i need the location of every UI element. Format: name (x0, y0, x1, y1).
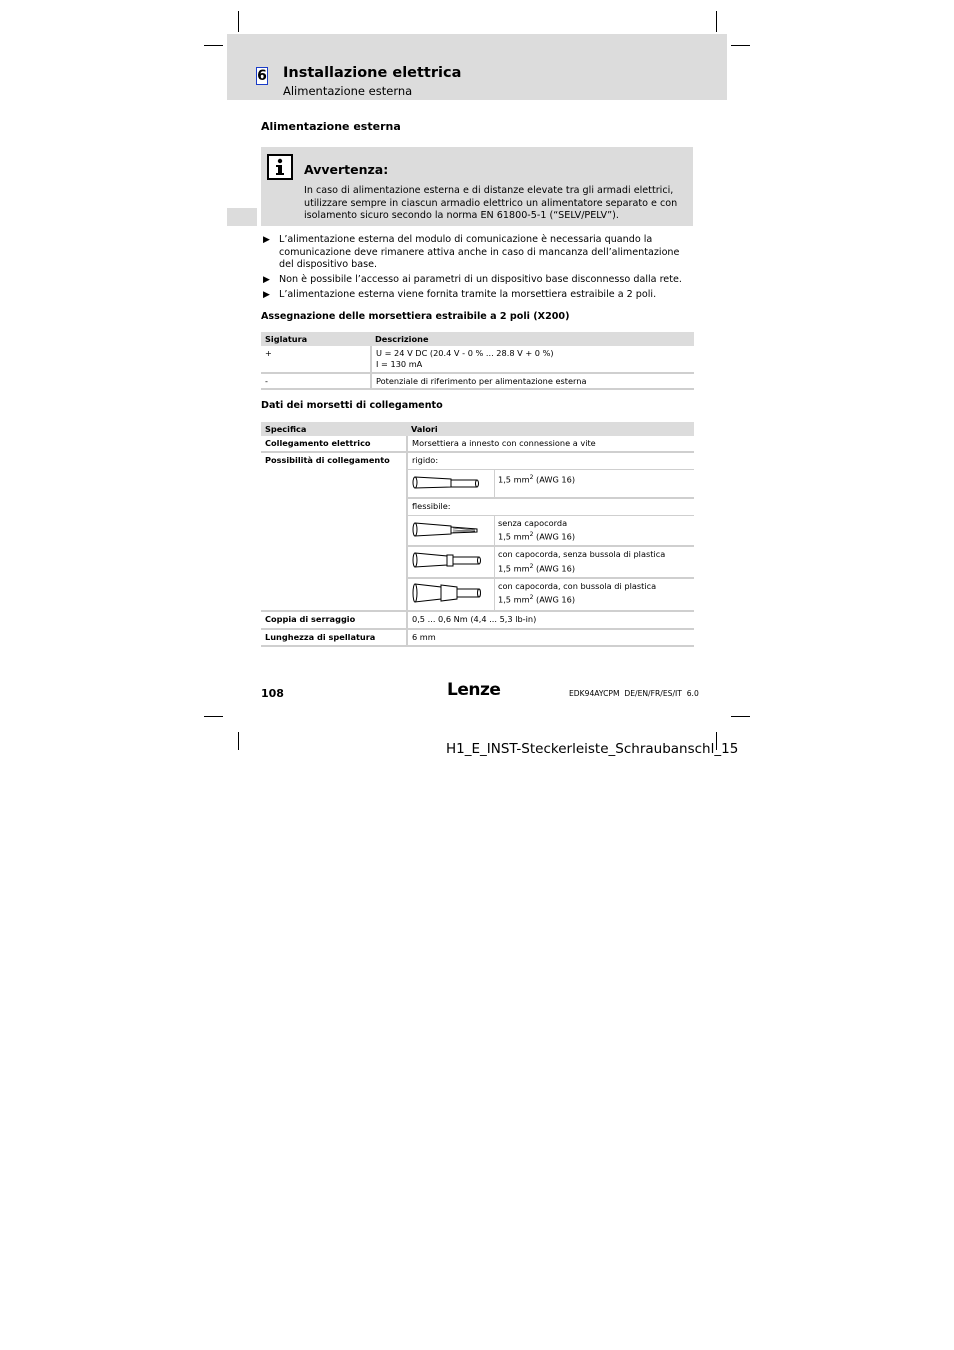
table-row: - Potenziale di riferimento per alimentazione esterna (261, 373, 694, 389)
crop-mark (731, 45, 750, 46)
crop-mark (204, 45, 223, 46)
side-tab (227, 208, 257, 226)
rigid-wire-icon (411, 471, 489, 493)
chapter-number: 6 (257, 68, 267, 84)
list-item: ▶ L’alimentazione esterna viene fornita tramite la morsettiera estraibile a 2 poli. (263, 289, 657, 301)
chapter-title: Installazione elettrica (283, 65, 462, 81)
table-row: Possibilità di collegamento rigido: 1,5 $mm^2$ (AWG 16) flessibile: senza capocorda 1,5 $mm^2$ (AWG 16) con capocorda, senza bussola di plastica 1,5 $mm^2$ (AWG 16) con capocorda, con bussola di plastica 1,5 $mm^2$ (AWG 16) (261, 452, 694, 611)
document-id: EDK94AYCPM DE/EN/FR/ES/IT 6.0 (569, 689, 699, 698)
job-name: H1_E_INST-Steckerleiste_Schraubanschl_15 (446, 741, 739, 757)
terminal-data-table (261, 422, 694, 647)
table-row: Coppia di serraggio 0,5 ... 0,6 Nm (4,4 ... 5,3 lb-in) (261, 611, 694, 628)
info-icon (267, 154, 293, 180)
list-item: ▶ L’alimentazione esterna del modulo di comunicazione è necessaria quando la comunicazione deve rimanere attiva anche in caso di mancanza dell’alimentazione del dispositivo base. (263, 234, 680, 271)
flexible-wire-ferrule-plastic-icon (411, 580, 489, 606)
arrow-bullet-icon: ▶ (263, 290, 270, 301)
table-row: con capocorda, con bussola di plastica 1,5 $mm^2$ (AWG 16) (408, 578, 694, 610)
table-header: Siglatura (261, 332, 371, 346)
table-header: Specifica (261, 422, 407, 436)
bullet-list (261, 234, 693, 304)
flexible-wire-ferrule-icon (411, 548, 489, 572)
table-row: + U = 24 V DC (20.4 V - 0 % ... 28.8 V + 0 %) I = 130 mA (261, 346, 694, 373)
flexible-wire-table (408, 516, 694, 611)
chapter-subtitle: Alimentazione esterna (283, 84, 413, 98)
crop-mark (731, 716, 750, 717)
crop-mark (204, 716, 223, 717)
table-row: 1,5 $mm^2$ (AWG 16) (408, 470, 694, 498)
flexible-wire-no-ferrule-icon (411, 517, 489, 541)
table-header: Valori (407, 422, 694, 436)
crop-mark (238, 732, 239, 750)
table-row: Collegamento elettrico Morsettiera a innesto con connessione a vite (261, 436, 694, 452)
rigid-wire-table (408, 470, 694, 499)
page-number: 108 (261, 687, 284, 700)
warning-text: In caso di alimentazione esterna e di distanze elevate tra gli armadi elettrici, utilizzare sempre in ciascun armadio elettrico un alimentatore separato e con isolamento sicuro secondo la norma EN 61800-5-1 (“SELV/PELV”). (304, 185, 678, 222)
lenze-logo: Lenze (447, 680, 501, 700)
table-row: con capocorda, senza bussola di plastica 1,5 $mm^2$ (AWG 16) (408, 546, 694, 578)
table-header: Descrizione (371, 332, 694, 346)
table-row: senza capocorda 1,5 $mm^2$ (AWG 16) (408, 516, 694, 547)
terminal-assignment-table (261, 332, 694, 390)
warning-title: Avvertenza: (304, 162, 389, 177)
arrow-bullet-icon: ▶ (263, 275, 270, 286)
section-title: Alimentazione esterna (261, 120, 401, 133)
arrow-bullet-icon: ▶ (263, 235, 270, 245)
table-row: Lunghezza di spellatura 6 mm (261, 629, 694, 646)
table1-title: Assegnazione delle morsettiera estraibile a 2 poli (X200) (261, 311, 570, 322)
crop-mark (238, 11, 239, 32)
list-item: ▶ Non è possibile l’accesso ai parametri di un dispositivo base disconnesso dalla rete. (263, 274, 682, 286)
crop-mark (716, 11, 717, 32)
table2-title: Dati dei morsetti di collegamento (261, 400, 443, 411)
